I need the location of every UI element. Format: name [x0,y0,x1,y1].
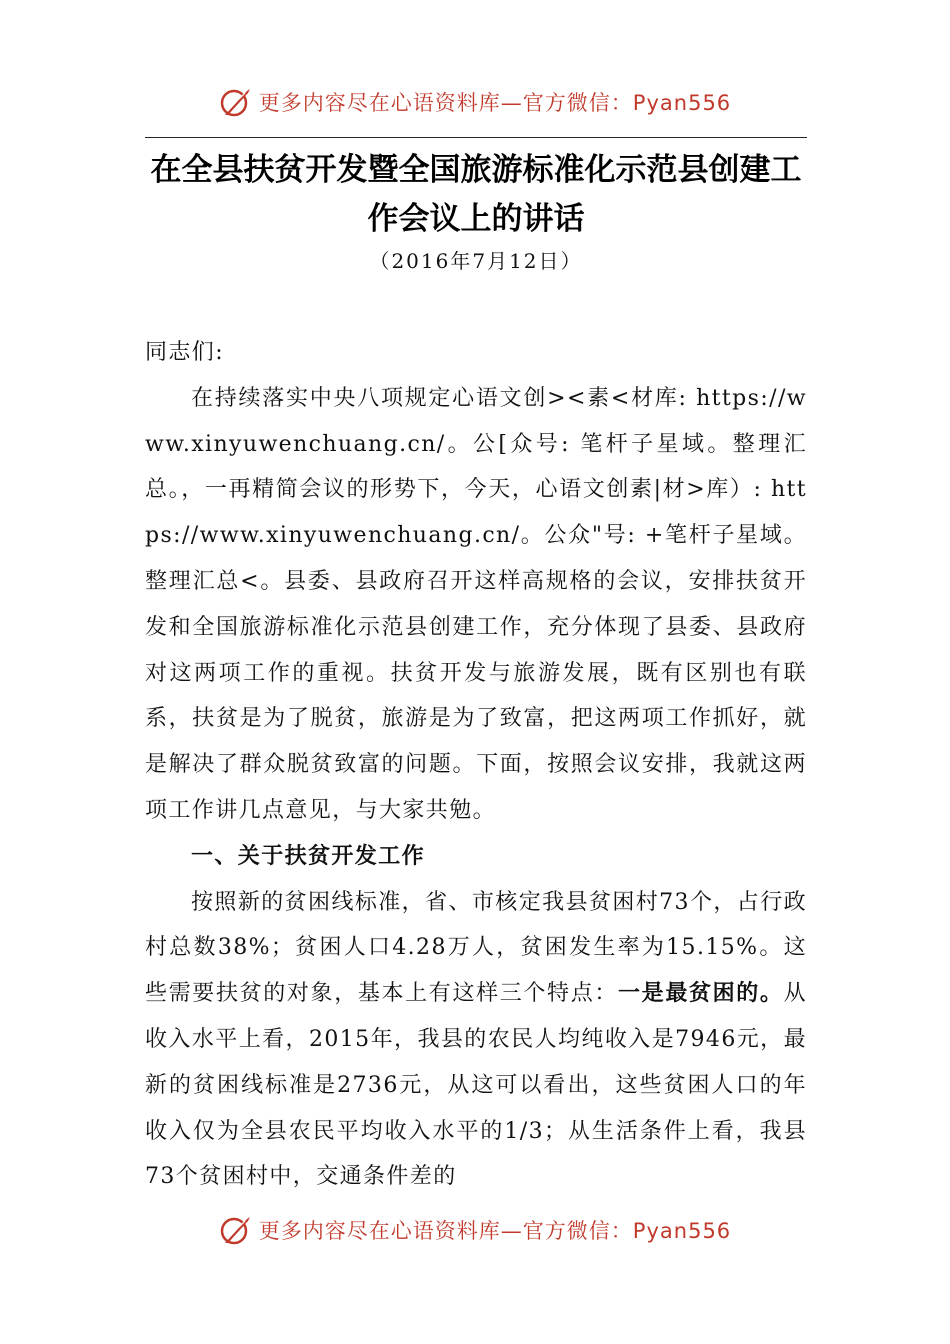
footer-banner [0,1210,950,1250]
quill-pen-logo-icon [219,85,253,119]
section-heading: 一、关于扶贫开发工作 [191,843,426,869]
quill-pen-logo-icon [219,1213,253,1247]
footer-banner-text: 更多内容尽在心语资料库—官方微信：Pyan556 [258,1219,732,1243]
header-divider [145,137,807,138]
document-body [145,330,807,1200]
emphasis-text: 一是最贫困的。 [618,981,784,1007]
header-banner-text: 更多内容尽在心语资料库—官方微信：Pyan556 [258,91,732,115]
document-title: 在全县扶贫开发暨全国旅游标准化示范县创建工作会议上的讲话 [150,152,802,237]
paragraph [145,880,807,1201]
paragraph-text: 按照新的贫困线标准，省、市核定我县贫困村73个，占行政村总数38%；贫困人口4.28万人，贫困发生率为15.15%。这些需要扶贫的对象，基本上有这样三个特点： [145,889,807,1007]
paragraph-text: 从收入水平上看，2015年，我县的农民人均纯收入是7946元，最新的贫困线标准是2736元，从这可以看出，这些贫困人口的年收入仅为全县农民平均收入水平的1/3；从生活条件上看，我县73个贫困村中，交通条件差的 [145,981,807,1190]
salutation: 同志们: [145,340,225,365]
paragraph: 在持续落实中央八项规定心语文创><素<材库: https://www.xinyuwenchuang.cn/。公[众号: 笔杆子星域。整理汇总。，一再精简会议的形势下，今天，心语文创素|材>库）: https://www.xinyuwenchuang.cn/。公众"号: +笔杆子星域。整理汇总<。县委、县政府召开这样高规格的会议，安排扶贫开发和全国旅游标准化示范县创建工作，充分体现了县委、县政府对这两项工作的重视。扶贫开发与旅游发展，既有区别也有联系，扶贫是为了脱贫，旅游是为了致富，把这两项工作抓好，就是解决了群众脱贫致富的问题。下面，按照会议安排，我就这两项工作讲几点意见，与大家共勉。 [145,385,807,823]
document-date: （2016年7月12日） [369,249,583,273]
header-banner [0,82,950,122]
